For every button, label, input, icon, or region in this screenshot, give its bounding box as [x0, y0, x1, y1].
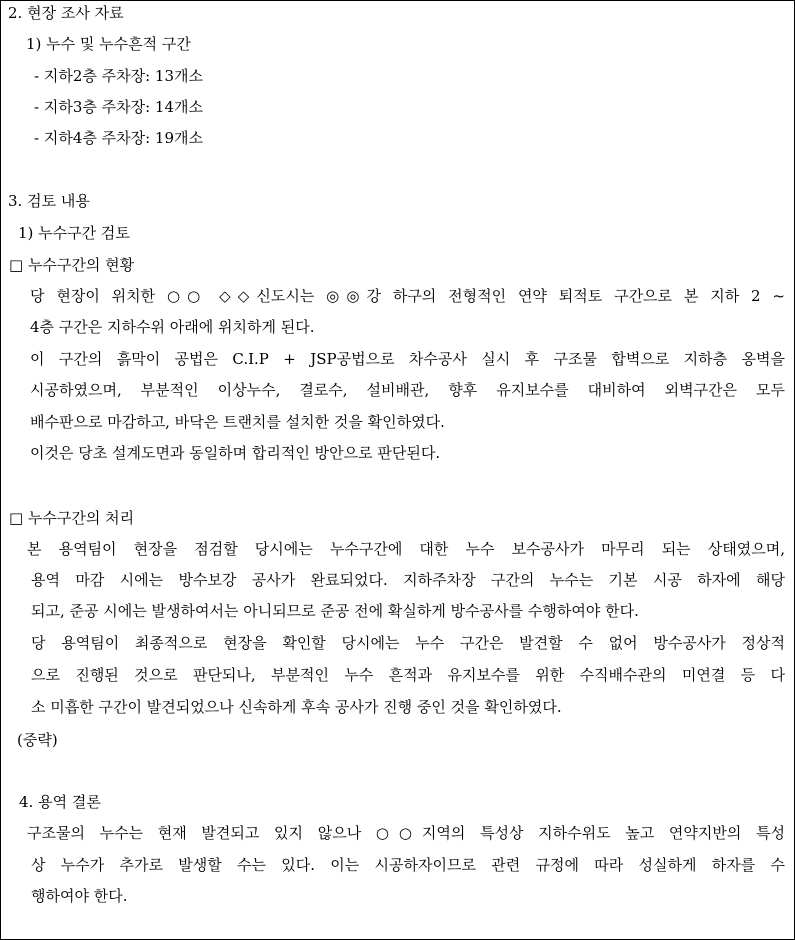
paragraph-line: 본 용역팀이 현장을 점검할 당시에는 누수구간에 대한 누수 보수공사가 마무리 되는 상태였으며,	[27, 540, 785, 558]
list-item: - 지하3층 주차장: 14개소	[34, 98, 203, 116]
omitted-marker: (중략)	[17, 731, 58, 749]
paragraph-line: 시공하였으며, 부분적인 이상누수, 결로수, 설비배관, 향후 유지보수를 대비하여 외벽구간은 모두	[30, 381, 785, 399]
section-3-heading: 3. 검토 내용	[8, 192, 90, 210]
section-4-heading: 4. 용역 결론	[19, 793, 101, 811]
section-2-subheading: 1) 누수 및 누수흔적 구간	[26, 35, 191, 53]
paragraph-line: 으로 진행된 것으로 판단되나, 부분적인 누수 흔적과 유지보수를 위한 수직배수관의 미연결 등 다	[31, 666, 785, 684]
section-3-subheading: 1) 누수구간 검토	[18, 224, 130, 242]
paragraph-line: 이것은 당초 설계도면과 동일하며 합리적인 방안으로 판단된다.	[30, 444, 441, 462]
list-item: - 지하2층 주차장: 13개소	[34, 67, 203, 85]
paragraph-line: 4층 구간은 지하수위 아래에 위치하게 된다.	[30, 318, 315, 336]
paragraph-line: 배수판으로 마감하고, 바닥은 트랜치를 설치한 것을 확인하였다.	[30, 413, 445, 431]
paragraph-line: 행하여야 한다.	[31, 887, 128, 905]
treatment-heading: □ 누수구간의 처리	[9, 509, 135, 527]
paragraph-line: 되고, 준공 시에는 발생하여서는 아니되므로 준공 전에 확실하게 방수공사를 수행하여야 한다.	[31, 602, 639, 620]
paragraph-line: 이 구간의 흙막이 공법은 C.I.P + JSP공법으로 차수공사 실시 후 구조물 합벽으로 지하층 옹벽을	[30, 350, 785, 368]
section-2-heading: 2. 현장 조사 자료	[8, 4, 124, 22]
paragraph-line: 당 현장이 위치한 ○○ ◇◇신도시는 ◎◎강 하구의 전형적인 연약 퇴적토 구간으로 본 지하 2 ~	[30, 287, 785, 305]
paragraph-line: 구조물의 누수는 현재 발견되고 있지 않으나 ○○지역의 특성상 지하수위도 높고 연약지반의 특성	[27, 824, 785, 842]
status-heading: □ 누수구간의 현황	[9, 256, 135, 274]
list-item: - 지하4층 주차장: 19개소	[34, 129, 203, 147]
paragraph-line: 당 용역팀이 최종적으로 현장을 확인할 당시에는 누수 구간은 발견할 수 없어 방수공사가 정상적	[31, 634, 785, 652]
paragraph-line: 용역 마감 시에는 방수보강 공사가 완료되었다. 지하주차장 구간의 누수는 기본 시공 하자에 해당	[31, 571, 785, 589]
paragraph-line: 상 누수가 추가로 발생할 수는 있다. 이는 시공하자이므로 관련 규정에 따라 성실하게 하자를 수	[31, 856, 785, 874]
paragraph-line: 소 미흡한 구간이 발견되었으나 신속하게 후속 공사가 진행 중인 것을 확인하였다.	[31, 698, 562, 716]
